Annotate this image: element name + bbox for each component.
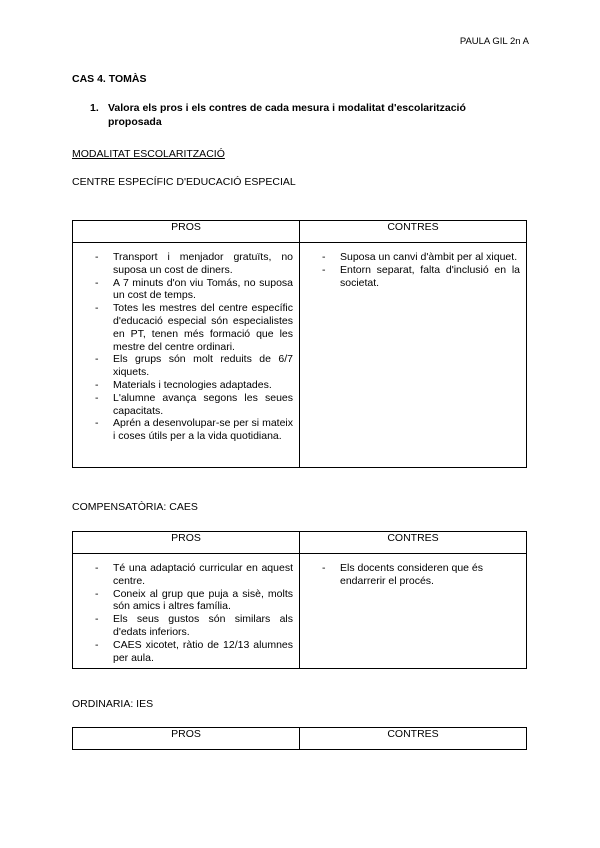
question-text: Valora els pros i els contres de cada mesura i modalitat d'escolarització proposada: [108, 102, 466, 128]
pros-contres-table-compensatoria: [72, 531, 527, 669]
pros-header: PROS: [73, 532, 300, 554]
list-item: - Transport i menjador gratuïts, no suposa un cost de diners.: [95, 251, 293, 276]
pros-contres-table-ordinaria: [72, 727, 527, 750]
question: [90, 101, 510, 129]
table-header-row: [73, 728, 527, 750]
table-header-row: [73, 221, 527, 243]
pros-cell: [73, 554, 300, 669]
table-row: [73, 554, 527, 669]
list-item: - Entorn separat, falta d'inclusió en la societat.: [322, 263, 520, 289]
list-item: - Els grups són molt reduits de 6/7 xiquets.: [95, 353, 293, 379]
contres-cell: [300, 243, 527, 468]
list-item: - Els seus gustos són similars als d'edats inferiors.: [95, 613, 293, 638]
section-heading-ordinaria: ORDINARIA: IES: [72, 698, 154, 710]
list-item: - Té una adaptació curricular en aquest centre.: [95, 562, 293, 587]
pros-list: [73, 243, 299, 447]
contres-list: [300, 554, 526, 592]
modalitat-heading: MODALITAT ESCOLARITZACIÓ: [72, 148, 225, 160]
contres-header: CONTRES: [300, 221, 527, 243]
section-heading-centre-especific: CENTRE ESPECÍFIC D'EDUCACIÓ ESPECIAL: [72, 176, 296, 188]
pros-header: PROS: [73, 221, 300, 243]
contres-header: CONTRES: [300, 532, 527, 554]
list-item: - A 7 minuts d'on viu Tomás, no suposa un cost de temps.: [95, 276, 293, 302]
pros-header: PROS: [73, 728, 300, 750]
list-item: - Materials i tecnologies adaptades.: [95, 378, 272, 391]
list-item: - Totes les mestres del centre específic d'educació especial són especialistes en PT, tenen més formació que les mestre del centre ordinari.: [95, 302, 293, 353]
question-number: 1.: [90, 102, 99, 114]
page-header-author: PAULA GIL 2n A: [459, 36, 529, 47]
contres-header: CONTRES: [300, 728, 527, 750]
list-item: - Els docents consideren que és endarrerir el procés.: [322, 562, 484, 587]
list-item: - L'alumne avança segons les seues capacitats.: [95, 391, 293, 417]
contres-list: [300, 243, 526, 293]
pros-contres-table-centre-especific: [72, 220, 527, 468]
list-item: - Aprén a desenvolupar-se per si mateix i coses útils per a la vida quotidiana.: [95, 417, 293, 443]
list-item: - Coneix al grup que puja a sisè, molts són amics i altres família.: [95, 587, 293, 613]
table-header-row: [73, 532, 527, 554]
section-heading-compensatoria: COMPENSATÒRIA: CAES: [72, 501, 198, 513]
table-row: [73, 243, 527, 468]
case-title: CAS 4. TOMÀS: [72, 73, 147, 85]
pros-cell: [73, 243, 300, 468]
pros-list: [73, 554, 299, 668]
contres-cell: [300, 554, 527, 669]
list-item: - CAES xicotet, ràtio de 12/13 alumnes per aula.: [95, 638, 293, 664]
list-item: - Suposa un canvi d'àmbit per al xiquet.: [322, 251, 518, 263]
